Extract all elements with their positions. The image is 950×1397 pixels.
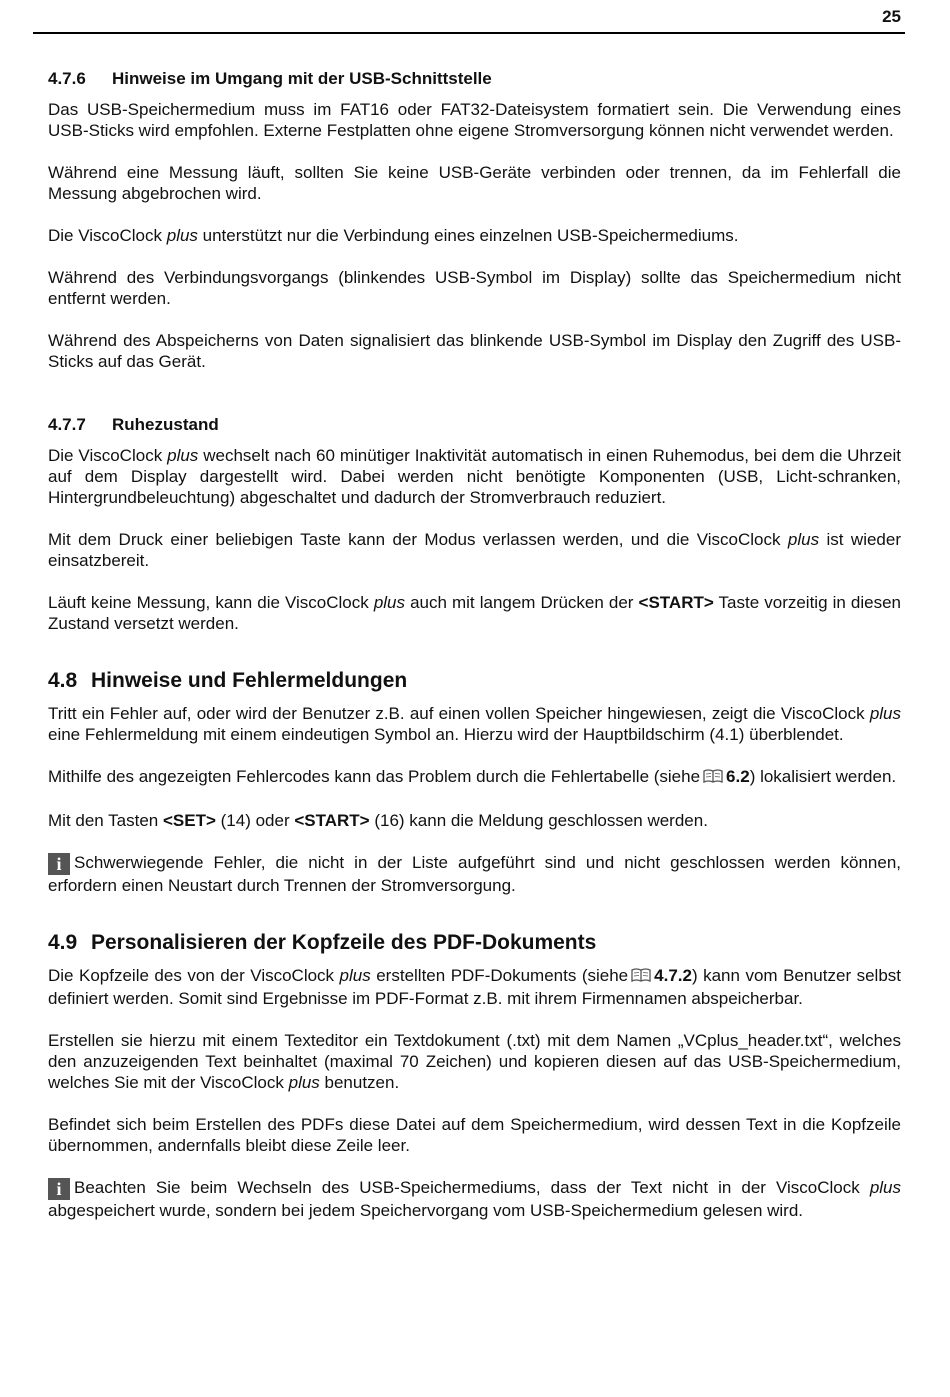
info-icon: i xyxy=(48,1178,70,1200)
paragraph: Mit den Tasten <SET> (14) oder <START> (16) kann die Meldung geschlossen werden. xyxy=(48,811,708,830)
section-number: 4.7.7 xyxy=(48,415,86,434)
section-title: Hinweise und Fehlermeldungen xyxy=(91,669,408,692)
section-number: 4.7.6 xyxy=(48,69,86,88)
paragraph: Läuft keine Messung, kann die ViscoClock plus auch mit langem Drücken der <START> Taste vorzeitig in diesen Zustand versetzt werden. xyxy=(48,593,901,633)
emphasis-plus: plus xyxy=(288,1073,320,1092)
paragraph: Befindet sich beim Erstellen des PDFs diese Datei auf dem Speichermedium, wird dessen Text in die Kopfzeile übernommen, andernfalls bleibt diese Zeile leer. xyxy=(48,1115,901,1155)
paragraph: Das USB-Speichermedium muss im FAT16 oder FAT32-Dateisystem formatiert sein. Die Verwendung eines USB-Sticks wird empfohlen. Externe Festplatten ohne eigene Stromversorgung können nicht verwendet werden. xyxy=(48,100,901,140)
emphasis-plus: plus xyxy=(339,966,371,985)
section-heading-4-7-7 xyxy=(48,414,901,435)
page-content xyxy=(48,68,901,1221)
paragraph: Tritt ein Fehler auf, oder wird der Benutzer z.B. auf einen vollen Speicher hingewiesen, zeigt die ViscoClock plus eine Fehlermeldung mit einem eindeutigen Symbol an. Hierzu wird der Hauptbildschirm (4.1) überblendet. xyxy=(48,704,901,744)
page-number: 25 xyxy=(882,7,901,26)
info-note: i Beachten Sie beim Wechseln des USB-Speichermediums, dass der Text nicht in der ViscoClock plus abgespeichert wurde, sondern bei jedem Speichervorgang vom USB-Speichermedium gelesen wird. xyxy=(48,1178,901,1220)
paragraph: Erstellen sie hierzu mit einem Texteditor ein Textdokument (.txt) mit dem Namen „VCplus_header.txt“, welches den anzuzeigenden Text beinhaltet (maximal 70 Zeichen) und kopieren diesen auf das USB-Speichermedium, welches Sie mit der ViscoClock plus benutzen. xyxy=(48,1031,901,1092)
cross-reference: 4.7.2 xyxy=(654,966,692,985)
emphasis-plus: plus xyxy=(166,226,198,245)
emphasis-plus: plus xyxy=(373,593,406,612)
section-heading-4-7-6 xyxy=(48,68,901,89)
paragraph: Mithilfe des angezeigten Fehlercodes kann das Problem durch die Fehlertabelle (siehe 6.2) lokalisiert werden. xyxy=(48,766,901,789)
info-note: i Schwerwiegende Fehler, die nicht in der Liste aufgeführt sind und nicht geschlossen werden können, erfordern einen Neustart durch Trennen der Stromversorgung. xyxy=(48,853,901,895)
paragraph: Während eine Messung läuft, sollten Sie keine USB-Geräte verbinden oder trennen, da im Fehlerfall die Messung abgebrochen wird. xyxy=(48,163,901,203)
cross-reference: 6.2 xyxy=(726,767,750,786)
paragraph: Während des Abspeicherns von Daten signalisiert das blinkende USB-Symbol im Display den Zugriff des USB-Sticks auf das Gerät. xyxy=(48,331,901,371)
paragraph: Die ViscoClock plus wechselt nach 60 minütiger Inaktivität automatisch in einen Ruhemodus, bei dem die Uhrzeit auf dem Display dargestellt wird. Dabei werden nicht benötigte Komponenten (USB, Licht-schranken, Hintergrundbeleuchtung) abgeschaltet und dadurch der Stromverbrauch reduziert. xyxy=(48,446,901,507)
header-rule xyxy=(33,32,905,34)
emphasis-plus: plus xyxy=(869,1178,901,1197)
section-number: 4.8 xyxy=(48,669,78,692)
paragraph: Mit dem Druck einer beliebigen Taste kann der Modus verlassen werden, und die ViscoClock plus ist wieder einsatzbereit. xyxy=(48,530,901,570)
section-title: Hinweise im Umgang mit der USB-Schnittstelle xyxy=(112,69,492,88)
section-title: Ruhezustand xyxy=(112,415,219,434)
book-reference-icon xyxy=(703,768,723,789)
emphasis-plus: plus xyxy=(167,446,199,465)
paragraph: Während des Verbindungsvorgangs (blinkendes USB-Symbol im Display) sollte das Speichermedium nicht entfernt werden. xyxy=(48,268,901,308)
section-title: Personalisieren der Kopfzeile des PDF-Dokuments xyxy=(91,931,597,954)
emphasis-plus: plus xyxy=(787,530,820,549)
key-label: <SET> xyxy=(162,811,216,830)
book-reference-icon xyxy=(631,967,651,988)
info-icon: i xyxy=(48,853,70,875)
section-heading-4-9 xyxy=(48,930,901,956)
paragraph: Die ViscoClock plus unterstützt nur die Verbindung eines einzelnen USB-Speichermediums. xyxy=(48,226,739,245)
section-number: 4.9 xyxy=(48,931,78,954)
emphasis-plus: plus xyxy=(869,704,901,723)
paragraph: Die Kopfzeile des von der ViscoClock plus erstellten PDF-Dokuments (siehe 4.7.2) kann vom Benutzer selbst definiert werden. Somit sind Ergebnisse im PDF-Format z.B. mit ihrem Firmennamen abspeicherbar. xyxy=(48,966,902,1008)
key-label: <START> xyxy=(294,811,370,830)
key-label: <START> xyxy=(638,593,714,612)
section-heading-4-8 xyxy=(48,668,901,694)
